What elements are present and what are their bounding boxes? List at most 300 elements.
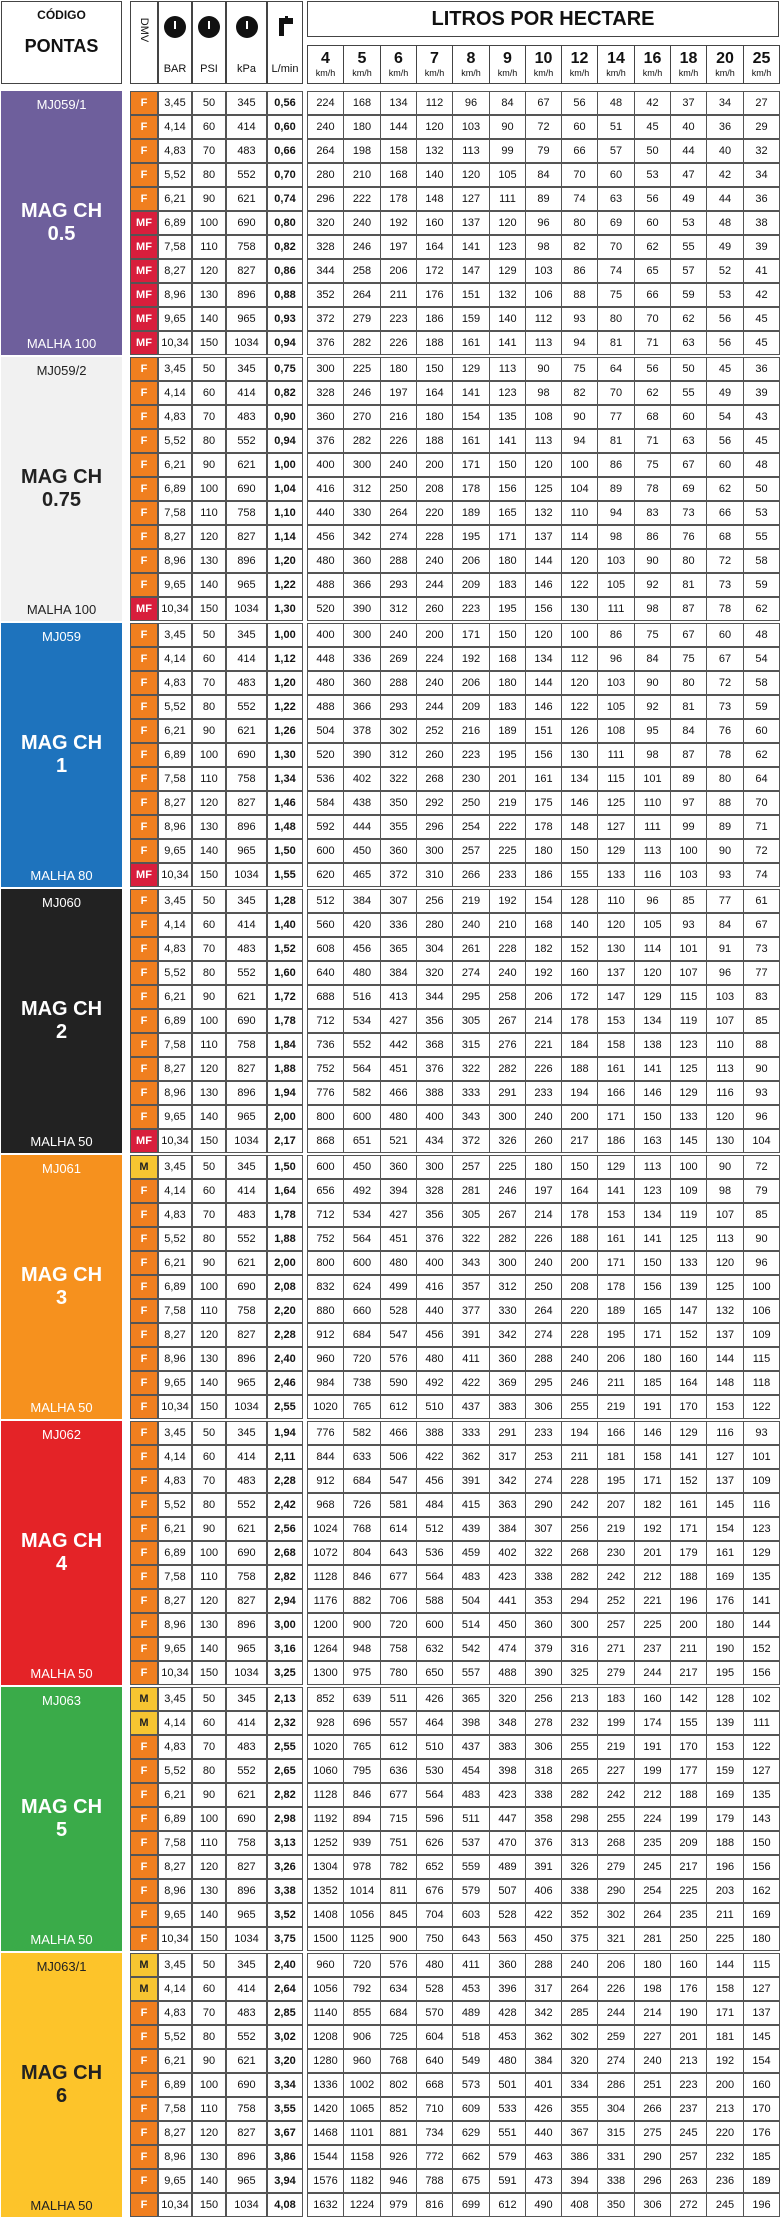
lha-cell: 720 <box>380 1613 417 1637</box>
lha-cell: 640 <box>307 961 344 985</box>
lha-cell: 129 <box>743 1541 780 1565</box>
lha-cell: 88 <box>561 283 598 307</box>
lha-cell: 510 <box>416 1735 453 1759</box>
lha-cell: 73 <box>706 573 744 597</box>
lha-cell: 34 <box>706 91 744 115</box>
header-code-label: CÓDIGO <box>37 8 86 22</box>
flow-lmin-cell: 3,52 <box>267 1903 303 1927</box>
lha-cell: 115 <box>743 1953 780 1977</box>
dmv-cell: F <box>130 453 158 477</box>
lha-cell: 179 <box>670 1541 707 1565</box>
header-unit-label: BAR <box>163 63 187 75</box>
lha-cell: 1128 <box>307 1565 344 1589</box>
psi-cell: 130 <box>192 549 226 573</box>
flow-lmin-cell: 0,75 <box>267 357 303 381</box>
dmv-cell: F <box>130 2025 158 2049</box>
lha-cell: 39 <box>743 381 780 405</box>
lha-cell: 268 <box>561 1541 598 1565</box>
header-unit-label: PSI <box>200 63 218 75</box>
lha-cell: 290 <box>597 1879 635 1903</box>
flow-lmin-cell: 1,72 <box>267 985 303 1009</box>
lha-cell: 390 <box>343 597 381 621</box>
dmv-cell: MF <box>130 211 158 235</box>
lha-cell: 246 <box>489 1179 526 1203</box>
lha-cell: 257 <box>670 2145 707 2169</box>
tip-mesh: MALHA 50 <box>30 1134 93 1149</box>
bar-cell: 8,96 <box>158 1879 192 1903</box>
lha-cell: 122 <box>743 1395 780 1419</box>
lha-cell: 161 <box>670 1493 707 1517</box>
dmv-cell: F <box>130 405 158 429</box>
lha-cell: 150 <box>634 1105 671 1129</box>
lha-cell: 1020 <box>307 1395 344 1419</box>
lha-cell: 112 <box>525 307 562 331</box>
lha-cell: 153 <box>706 1395 744 1419</box>
lha-cell: 168 <box>489 647 526 671</box>
kpa-cell: 827 <box>226 1589 267 1613</box>
speed-value: 12 <box>570 50 589 67</box>
lha-cell: 89 <box>597 477 635 501</box>
kpa-cell: 965 <box>226 1105 267 1129</box>
lha-cell: 137 <box>743 2001 780 2025</box>
flow-lmin-cell: 1,48 <box>267 815 303 839</box>
lha-cell: 390 <box>343 743 381 767</box>
pressure-gauge-icon <box>198 16 220 38</box>
dmv-cell: F <box>130 1565 158 1589</box>
table-row <box>0 647 780 671</box>
speed-unit: km/h <box>751 68 772 78</box>
lha-cell: 195 <box>706 1661 744 1685</box>
lha-cell: 360 <box>343 671 381 695</box>
lha-cell: 171 <box>597 1105 635 1129</box>
psi-cell: 60 <box>192 115 226 139</box>
flow-lmin-cell: 0,56 <box>267 91 303 115</box>
lha-cell: 263 <box>670 2169 707 2193</box>
lha-cell: 223 <box>670 2073 707 2097</box>
dmv-cell: F <box>130 1395 158 1419</box>
lha-cell: 279 <box>597 1855 635 1879</box>
lha-cell: 91 <box>706 937 744 961</box>
lha-cell: 206 <box>452 549 490 573</box>
flow-lmin-cell: 1,78 <box>267 1203 303 1227</box>
bar-cell: 3,45 <box>158 1155 192 1179</box>
lha-cell: 160 <box>561 961 598 985</box>
table-row <box>0 525 780 549</box>
lha-cell: 434 <box>416 1129 453 1153</box>
lha-cell: 169 <box>706 1565 744 1589</box>
psi-cell: 110 <box>192 235 226 259</box>
flow-lmin-cell: 2,68 <box>267 1541 303 1565</box>
flow-lmin-cell: 2,55 <box>267 1395 303 1419</box>
lha-cell: 137 <box>706 1323 744 1347</box>
lha-cell: 225 <box>489 839 526 863</box>
lha-cell: 120 <box>597 913 635 937</box>
lha-cell: 48 <box>597 91 635 115</box>
lha-cell: 45 <box>743 429 780 453</box>
dmv-cell: MF <box>130 307 158 331</box>
kpa-cell: 414 <box>226 115 267 139</box>
lha-cell: 192 <box>706 2049 744 2073</box>
lha-cell: 591 <box>489 2169 526 2193</box>
table-row <box>0 453 780 477</box>
lha-cell: 360 <box>343 549 381 573</box>
flow-lmin-cell: 0,90 <box>267 405 303 429</box>
lha-cell: 768 <box>380 2049 417 2073</box>
lha-cell: 305 <box>452 1203 490 1227</box>
lha-cell: 180 <box>489 671 526 695</box>
tip-code: MJ061 <box>41 1161 82 1176</box>
lha-cell: 427 <box>380 1009 417 1033</box>
lha-cell: 375 <box>561 1927 598 1951</box>
lha-cell: 416 <box>416 1275 453 1299</box>
kpa-cell: 483 <box>226 139 267 163</box>
lha-cell: 376 <box>525 1831 562 1855</box>
lha-cell: 175 <box>525 791 562 815</box>
lha-cell: 176 <box>706 1589 744 1613</box>
lha-cell: 164 <box>561 1179 598 1203</box>
kpa-cell: 690 <box>226 1009 267 1033</box>
lha-cell: 195 <box>597 1469 635 1493</box>
speed-header-cell <box>670 45 707 84</box>
lha-cell: 1280 <box>307 2049 344 2073</box>
bar-cell: 3,45 <box>158 357 192 381</box>
lha-cell: 369 <box>489 1371 526 1395</box>
lha-cell: 190 <box>706 1637 744 1661</box>
flow-lmin-cell: 2,55 <box>267 1735 303 1759</box>
kpa-cell: 345 <box>226 1687 267 1711</box>
lha-cell: 636 <box>380 1759 417 1783</box>
lha-cell: 398 <box>489 1759 526 1783</box>
flow-lmin-cell: 2,00 <box>267 1105 303 1129</box>
lha-cell: 331 <box>597 2145 635 2169</box>
lha-cell: 233 <box>489 863 526 887</box>
lha-cell: 100 <box>670 839 707 863</box>
psi-cell: 100 <box>192 1275 226 1299</box>
lha-cell: 55 <box>670 381 707 405</box>
lha-cell: 975 <box>343 1661 381 1685</box>
lha-cell: 164 <box>416 381 453 405</box>
lha-cell: 219 <box>597 1735 635 1759</box>
bar-cell: 8,27 <box>158 791 192 815</box>
table-row <box>0 2097 780 2121</box>
lha-cell: 147 <box>670 1299 707 1323</box>
dmv-cell: F <box>130 1637 158 1661</box>
lha-cell: 206 <box>597 1347 635 1371</box>
flow-lmin-cell: 1,12 <box>267 647 303 671</box>
bar-cell: 7,58 <box>158 235 192 259</box>
tip-mesh: MALHA 50 <box>30 1400 93 1415</box>
lha-cell: 639 <box>343 1687 381 1711</box>
flow-lmin-cell: 0,60 <box>267 115 303 139</box>
lha-cell: 244 <box>597 2001 635 2025</box>
kpa-cell: 827 <box>226 1323 267 1347</box>
tip-name-line1: MAG CH <box>20 200 103 222</box>
kpa-cell: 827 <box>226 1855 267 1879</box>
lha-cell: 115 <box>670 985 707 1009</box>
lha-cell: 280 <box>307 163 344 187</box>
lha-cell: 201 <box>670 2025 707 2049</box>
lha-cell: 119 <box>670 1203 707 1227</box>
kpa-cell: 758 <box>226 1299 267 1323</box>
lha-cell: 180 <box>525 1155 562 1179</box>
lha-cell: 328 <box>416 1179 453 1203</box>
lha-cell: 510 <box>416 1395 453 1419</box>
lha-cell: 109 <box>743 1469 780 1493</box>
lha-cell: 141 <box>489 429 526 453</box>
lha-cell: 56 <box>706 307 744 331</box>
lha-cell: 295 <box>452 985 490 1009</box>
kpa-cell: 758 <box>226 1565 267 1589</box>
table-row <box>0 1783 780 1807</box>
dmv-cell: F <box>130 1903 158 1927</box>
lha-cell: 1224 <box>343 2193 381 2217</box>
tip-name-line1: MAG CH <box>20 1530 103 1552</box>
psi-cell: 120 <box>192 525 226 549</box>
speed-value: 4 <box>321 50 330 67</box>
lha-cell: 120 <box>525 623 562 647</box>
dmv-cell: F <box>130 1783 158 1807</box>
kpa-cell: 758 <box>226 501 267 525</box>
lha-cell: 1408 <box>307 1903 344 1927</box>
lha-cell: 564 <box>343 1227 381 1251</box>
flow-lmin-cell: 3,00 <box>267 1613 303 1637</box>
lha-cell: 141 <box>452 381 490 405</box>
lha-cell: 43 <box>743 405 780 429</box>
lha-cell: 463 <box>525 2145 562 2169</box>
lha-cell: 103 <box>597 549 635 573</box>
lha-cell: 176 <box>670 1977 707 2001</box>
psi-cell: 110 <box>192 767 226 791</box>
lha-cell: 245 <box>706 2193 744 2217</box>
lha-cell: 150 <box>634 1251 671 1275</box>
tip-mesh: MALHA 80 <box>30 868 93 883</box>
psi-cell: 150 <box>192 1395 226 1419</box>
lha-cell: 67 <box>525 91 562 115</box>
lha-cell: 159 <box>452 307 490 331</box>
tip-code: MJ063 <box>41 1693 82 1708</box>
lha-cell: 411 <box>452 1953 490 1977</box>
lha-cell: 846 <box>343 1565 381 1589</box>
dmv-cell: F <box>130 1251 158 1275</box>
flow-lmin-cell: 1,50 <box>267 839 303 863</box>
lha-cell: 868 <box>307 1129 344 1153</box>
lha-cell: 465 <box>343 863 381 887</box>
lha-cell: 480 <box>307 549 344 573</box>
lha-cell: 92 <box>634 573 671 597</box>
lha-cell: 422 <box>525 1903 562 1927</box>
table-row <box>0 2169 780 2193</box>
flow-lmin-cell: 2,42 <box>267 1493 303 1517</box>
lha-cell: 86 <box>634 525 671 549</box>
lha-cell: 633 <box>343 1445 381 1469</box>
kpa-cell: 414 <box>226 1179 267 1203</box>
lha-cell: 656 <box>307 1179 344 1203</box>
lha-cell: 402 <box>343 767 381 791</box>
dmv-cell: F <box>130 1299 158 1323</box>
bar-cell: 9,65 <box>158 307 192 331</box>
lha-cell: 450 <box>489 1613 526 1637</box>
lha-cell: 77 <box>743 961 780 985</box>
table-row <box>0 961 780 985</box>
flow-lmin-cell: 3,38 <box>267 1879 303 1903</box>
lha-cell: 579 <box>489 2145 526 2169</box>
lha-cell: 60 <box>743 719 780 743</box>
kpa-cell: 690 <box>226 1275 267 1299</box>
lha-cell: 480 <box>489 2049 526 2073</box>
lha-cell: 492 <box>416 1371 453 1395</box>
lha-cell: 164 <box>416 235 453 259</box>
lha-cell: 330 <box>343 501 381 525</box>
lha-cell: 129 <box>452 357 490 381</box>
table-row <box>0 1879 780 1903</box>
table-row <box>0 671 780 695</box>
lha-cell: 384 <box>525 2049 562 2073</box>
lha-cell: 483 <box>452 1783 490 1807</box>
lha-cell: 93 <box>743 1421 780 1445</box>
lha-cell: 720 <box>343 1953 381 1977</box>
flow-lmin-cell: 3,55 <box>267 2097 303 2121</box>
lha-cell: 530 <box>416 1759 453 1783</box>
lha-cell: 906 <box>343 2025 381 2049</box>
lha-cell: 470 <box>489 1831 526 1855</box>
dmv-cell: F <box>130 1541 158 1565</box>
tip-name-line1: MAG CH <box>20 1264 103 1286</box>
lha-cell: 536 <box>416 1541 453 1565</box>
dmv-cell: M <box>130 1687 158 1711</box>
lha-cell: 894 <box>343 1807 381 1831</box>
lha-cell: 162 <box>743 1879 780 1903</box>
lha-cell: 576 <box>380 1347 417 1371</box>
lha-cell: 240 <box>416 549 453 573</box>
psi-cell: 150 <box>192 863 226 887</box>
lha-cell: 67 <box>706 647 744 671</box>
lha-cell: 226 <box>380 429 417 453</box>
lha-cell: 948 <box>343 1637 381 1661</box>
table-row <box>0 937 780 961</box>
lha-cell: 87 <box>670 597 707 621</box>
lha-cell: 360 <box>307 405 344 429</box>
lha-cell: 216 <box>380 405 417 429</box>
lha-cell: 197 <box>380 381 417 405</box>
lha-cell: 480 <box>343 961 381 985</box>
lha-cell: 147 <box>452 259 490 283</box>
lha-cell: 1252 <box>307 1831 344 1855</box>
lha-cell: 1101 <box>343 2121 381 2145</box>
lha-cell: 226 <box>525 1057 562 1081</box>
flow-lmin-cell: 3,25 <box>267 1661 303 1685</box>
kpa-cell: 345 <box>226 623 267 647</box>
kpa-cell: 1034 <box>226 1927 267 1951</box>
lha-cell: 881 <box>380 2121 417 2145</box>
lha-cell: 207 <box>597 1493 635 1517</box>
lha-cell: 264 <box>525 1299 562 1323</box>
lha-cell: 86 <box>597 623 635 647</box>
flow-lmin-cell: 1,84 <box>267 1033 303 1057</box>
kpa-cell: 896 <box>226 1081 267 1105</box>
lha-cell: 60 <box>670 405 707 429</box>
lha-cell: 400 <box>416 1105 453 1129</box>
lha-cell: 279 <box>343 307 381 331</box>
kpa-cell: 690 <box>226 211 267 235</box>
lha-cell: 750 <box>416 1927 453 1951</box>
table-row <box>0 1541 780 1565</box>
lha-cell: 600 <box>343 1251 381 1275</box>
psi-cell: 130 <box>192 815 226 839</box>
lha-cell: 36 <box>743 357 780 381</box>
lha-cell: 85 <box>743 1203 780 1227</box>
lha-cell: 152 <box>670 1323 707 1347</box>
flow-lmin-cell: 2,64 <box>267 1977 303 2001</box>
kpa-cell: 552 <box>226 429 267 453</box>
table-row <box>0 1009 780 1033</box>
lha-cell: 852 <box>307 1687 344 1711</box>
kpa-cell: 552 <box>226 1227 267 1251</box>
tip-code: MJ060 <box>41 895 82 910</box>
lha-cell: 89 <box>670 767 707 791</box>
lha-cell: 78 <box>634 477 671 501</box>
lha-cell: 105 <box>634 913 671 937</box>
lha-cell: 209 <box>670 1831 707 1855</box>
tip-name-line1: MAG CH <box>20 1796 103 1818</box>
lha-cell: 772 <box>416 2145 453 2169</box>
lha-cell: 227 <box>634 2025 671 2049</box>
lha-cell: 507 <box>489 1879 526 1903</box>
flow-lmin-cell: 1,10 <box>267 501 303 525</box>
lha-cell: 254 <box>634 1879 671 1903</box>
lha-cell: 559 <box>452 1855 490 1879</box>
lha-cell: 758 <box>380 1637 417 1661</box>
kpa-cell: 896 <box>226 1879 267 1903</box>
lha-cell: 56 <box>706 331 744 355</box>
flow-lmin-cell: 1,30 <box>267 743 303 767</box>
speed-unit: km/h <box>606 68 626 78</box>
lha-cell: 456 <box>307 525 344 549</box>
lha-cell: 145 <box>670 1129 707 1153</box>
lha-cell: 154 <box>743 2049 780 2073</box>
lha-cell: 47 <box>670 163 707 187</box>
lha-cell: 113 <box>525 331 562 355</box>
lha-cell: 383 <box>489 1735 526 1759</box>
lha-cell: 528 <box>416 1977 453 2001</box>
lha-cell: 223 <box>380 307 417 331</box>
lha-cell: 288 <box>380 671 417 695</box>
lha-cell: 98 <box>597 525 635 549</box>
lha-cell: 141 <box>452 235 490 259</box>
lha-cell: 660 <box>343 1299 381 1323</box>
pressure-gauge-icon <box>236 16 258 38</box>
lha-cell: 360 <box>525 1613 562 1637</box>
tip-name-line1: MAG CH <box>20 732 103 754</box>
lha-cell: 100 <box>561 453 598 477</box>
lha-cell: 106 <box>525 283 562 307</box>
kpa-cell: 965 <box>226 839 267 863</box>
lha-cell: 560 <box>307 913 344 937</box>
lha-cell: 734 <box>416 2121 453 2145</box>
flow-lmin-cell: 0,94 <box>267 429 303 453</box>
kpa-cell: 965 <box>226 1903 267 1927</box>
lha-cell: 148 <box>706 1371 744 1395</box>
lha-cell: 267 <box>489 1203 526 1227</box>
lha-cell: 725 <box>380 2025 417 2049</box>
table-row <box>0 1421 780 1445</box>
lha-cell: 1208 <box>307 2025 344 2049</box>
lha-cell: 1200 <box>307 1613 344 1637</box>
lha-cell: 307 <box>380 889 417 913</box>
psi-cell: 70 <box>192 139 226 163</box>
lha-cell: 1125 <box>343 1927 381 1951</box>
dmv-cell: F <box>130 839 158 863</box>
lha-cell: 42 <box>634 91 671 115</box>
